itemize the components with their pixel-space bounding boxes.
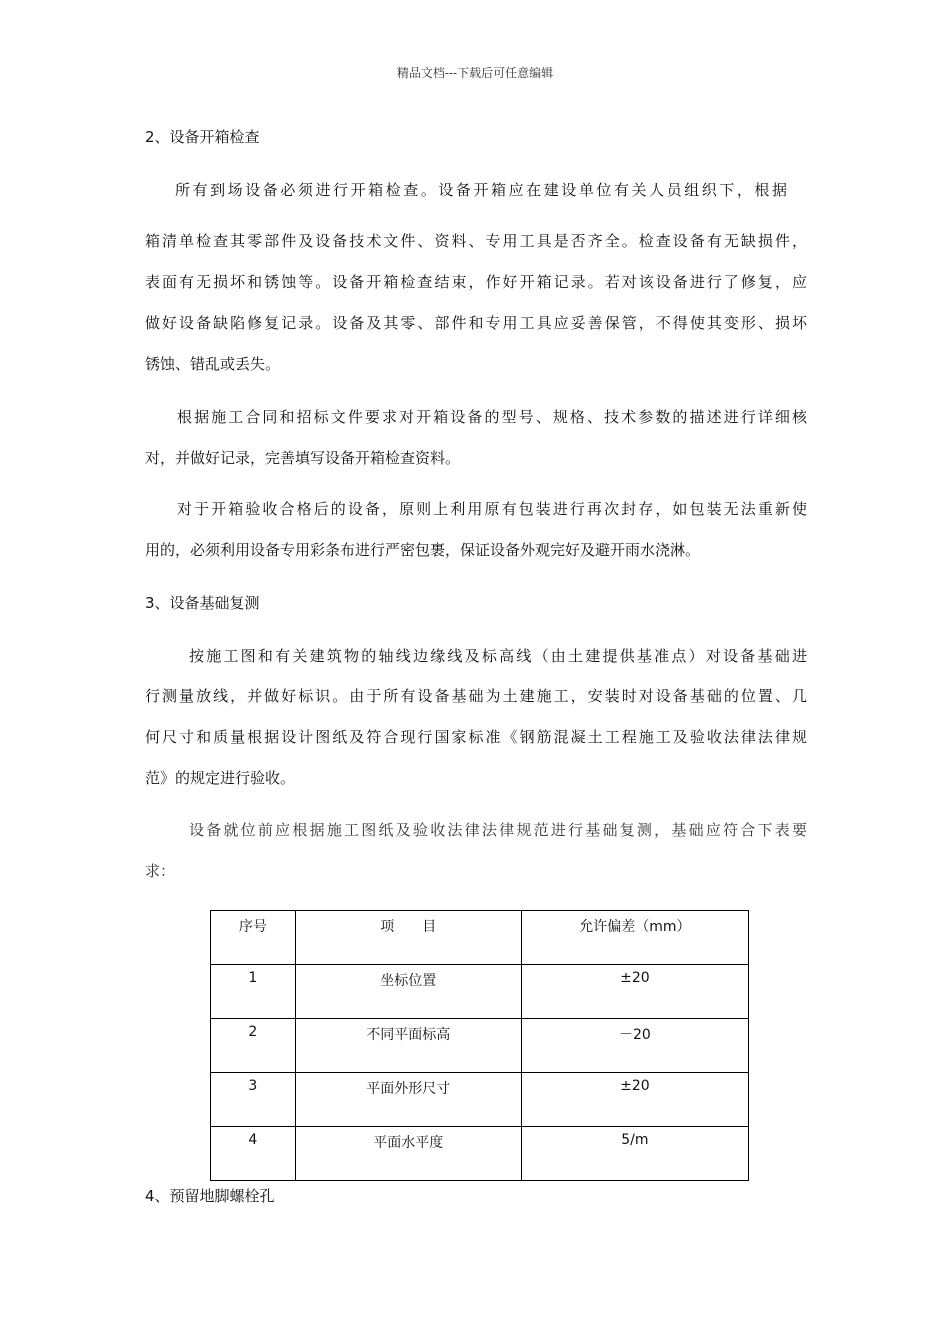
table-header-cell: 允许偏差（mm） [521,911,748,965]
section-2-heading: 2、设备开箱检查 [145,128,260,146]
table-header-cell: 项 目 [295,911,521,965]
section-3-paragraph-2-line-2: 求： [145,862,176,880]
section-2-paragraph-1-line-2: 箱清单检查其零部件及设备技术文件、资料、专用工具是否齐全。检查设备有无缺损件， [145,232,807,250]
section-2-paragraph-3-line-1: 对于开箱验收合格后的设备，原则上利用原有包装进行再次封存，如包装无法重新使 [177,500,807,518]
table-row [211,1019,749,1073]
table-cell: 平面水平度 [295,1127,521,1181]
section-2-paragraph-1-line-1: 所有到场设备必须进行开箱检查。设备开箱应在建设单位有关人员组织下，根据 [175,181,787,199]
section-3-paragraph-2-line-1: 设备就位前应根据施工图纸及验收法律法律规范进行基础复测，基础应符合下表要 [189,821,807,839]
section-3-paragraph-1-line-1: 按施工图和有关建筑物的轴线边缘线及标高线（由土建提供基准点）对设备基础进 [189,647,807,665]
section-2-paragraph-1-line-4: 做好设备缺陷修复记录。设备及其零、部件和专用工具应妥善保管，不得使其变形、损坏 [145,314,807,332]
table-row [211,1127,749,1181]
section-2-paragraph-3-line-2: 用的，必须利用设备专用彩条布进行严密包裹，保证设备外观完好及避开雨水浇淋。 [145,541,701,559]
table-cell: 4 [211,1127,296,1181]
section-3-paragraph-1-line-2: 行测量放线，并做好标识。由于所有设备基础为土建施工，安装时对设备基础的位置、几 [145,687,807,705]
table-cell: 平面外形尺寸 [295,1073,521,1127]
section-2-paragraph-1-line-3: 表面有无损坏和锈蚀等。设备开箱检查结束，作好开箱记录。若对该设备进行了修复，应 [145,273,807,291]
section-2-paragraph-2-line-1: 根据施工合同和招标文件要求对开箱设备的型号、规格、技术参数的描述进行详细核 [177,408,807,426]
section-3-paragraph-1-line-3: 何尺寸和质量根据设计图纸及符合现行国家标准《钢筋混凝土工程施工及验收法律法律规 [145,728,807,746]
table-cell: ±20 [521,1073,748,1127]
table-cell: －20 [521,1019,748,1073]
table-header-row [211,911,749,965]
section-3-paragraph-1-line-4: 范》的规定进行验收。 [145,769,296,787]
table-row [211,1073,749,1127]
table-cell: 不同平面标高 [295,1019,521,1073]
table-cell: ±20 [521,965,748,1019]
page-header: 精品文档---下载后可任意编辑 [396,66,554,80]
foundation-tolerance-table [210,910,749,1181]
table-row [211,965,749,1019]
section-2-paragraph-1-line-5: 锈蚀、错乱或丢失。 [145,355,281,373]
section-4-heading: 4、预留地脚螺栓孔 [145,1187,275,1205]
section-2-paragraph-2-line-2: 对，并做好记录，完善填写设备开箱检查资料。 [145,449,461,467]
table-cell: 1 [211,965,296,1019]
table-cell: 3 [211,1073,296,1127]
table-cell: 坐标位置 [295,965,521,1019]
table-cell: 5/m [521,1127,748,1181]
table-cell: 2 [211,1019,296,1073]
section-3-heading: 3、设备基础复测 [145,594,260,612]
table-header-cell: 序号 [211,911,296,965]
